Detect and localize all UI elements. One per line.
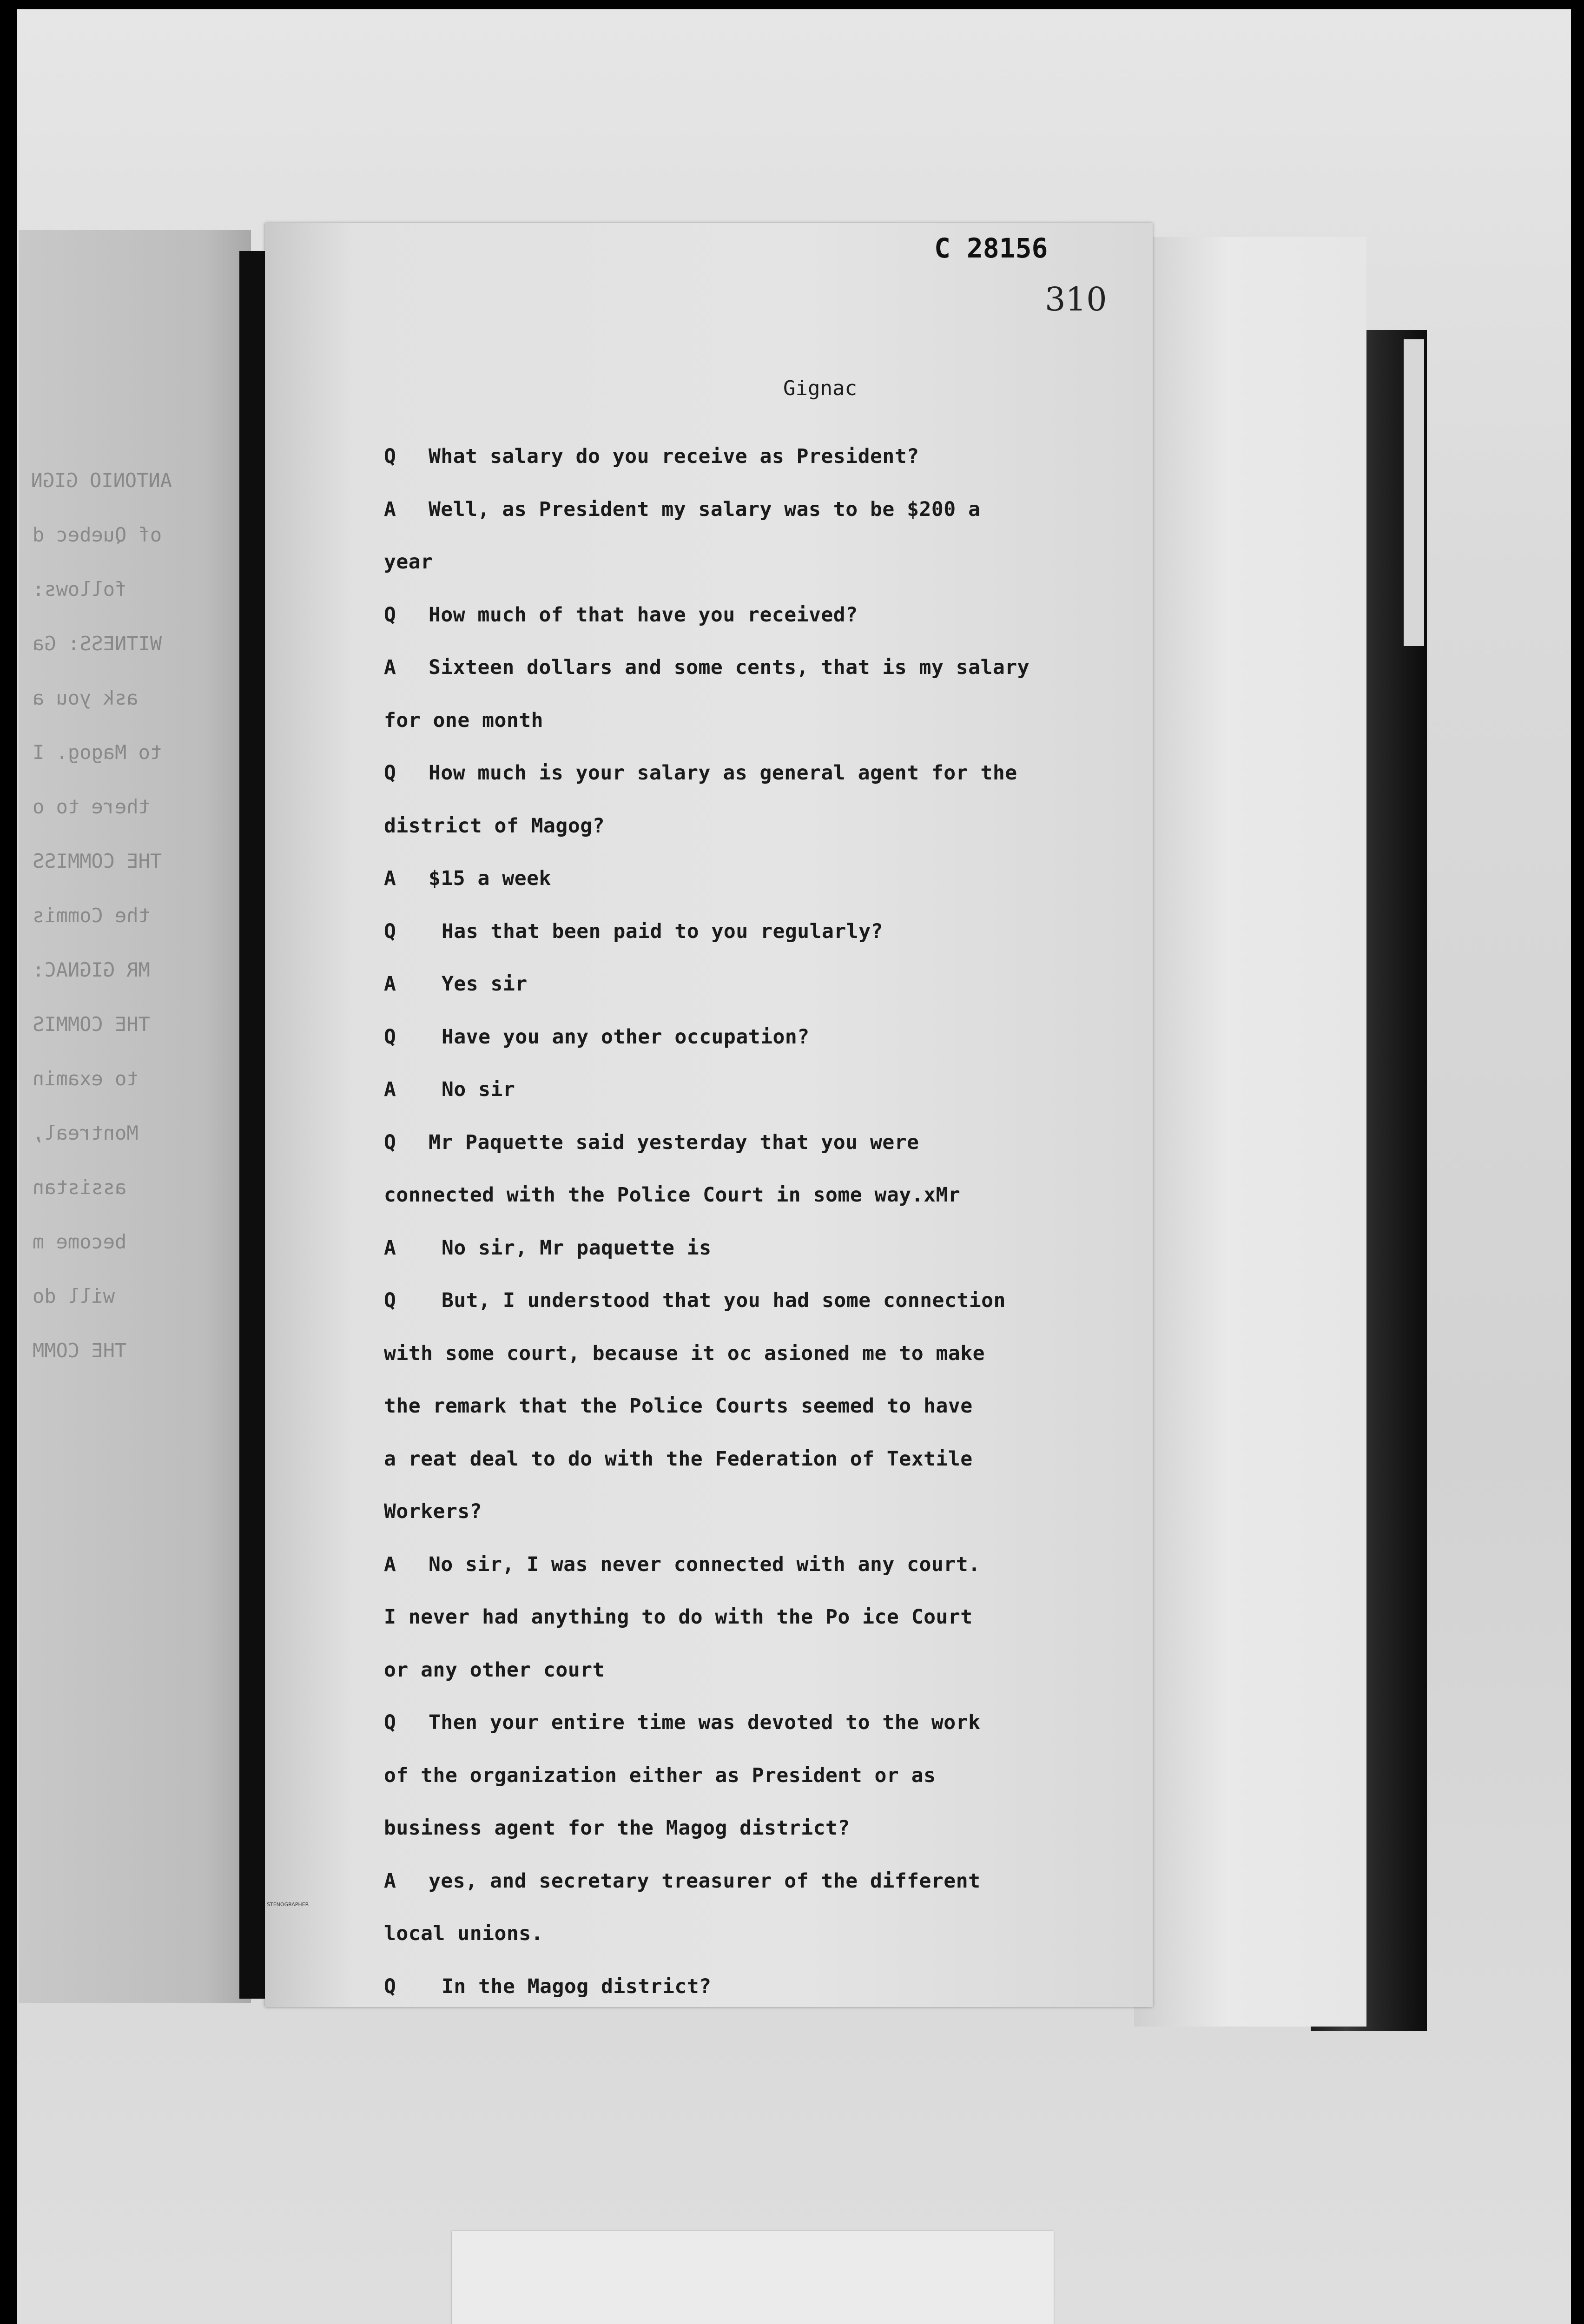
line-text: Well, as President my salary was to be $200 a: [429, 497, 981, 521]
reference-code: C 28156: [934, 232, 1048, 264]
stenographer-stamp: STENOGRAPHER: [267, 1901, 309, 1908]
line-text: Workers?: [384, 1500, 482, 1523]
transcript-line: [384, 1063, 1109, 1116]
line-text: or any other court: [384, 1658, 605, 1682]
transcript-line: [384, 1380, 1109, 1433]
transcript-line: [384, 1222, 1109, 1275]
film-border-left: [0, 0, 17, 2324]
line-text: the remark that the Police Courts seemed to have: [384, 1394, 973, 1418]
transcript-line: [384, 1327, 1109, 1380]
line-text: How much of that have you received?: [429, 603, 858, 627]
transcript-line: [384, 1644, 1109, 1697]
transcript-line: [384, 1697, 1109, 1750]
transcript-line: [384, 1274, 1109, 1327]
archive-label-card: [452, 2231, 1054, 2324]
speaker-marker: Q: [384, 1289, 396, 1312]
line-text: $15 a week: [429, 867, 551, 890]
facing-page-fragment: Montreal,: [33, 1122, 139, 1144]
transcript-line: [384, 1011, 1109, 1064]
transcript-line: [384, 483, 1109, 536]
line-text: No sir, Mr paquette is: [442, 1236, 712, 1260]
transcript-line: [384, 747, 1109, 800]
transcript-line: [384, 1486, 1109, 1538]
line-text: Mr Paquette said yesterday that you were: [429, 1130, 919, 1154]
line-text: Yes sir: [442, 972, 528, 996]
facing-page-fragment: to examin: [33, 1067, 139, 1090]
facing-page-fragment: of Quebec d: [33, 523, 162, 546]
transcript-line: [384, 641, 1109, 694]
speaker-marker: A: [384, 1236, 396, 1260]
book-edge-strip: [1404, 339, 1424, 646]
speaker-marker: Q: [384, 1711, 396, 1734]
speaker-marker: Q: [384, 1974, 396, 1998]
line-text: connected with the Police Court in some way.xMr: [384, 1183, 961, 1207]
line-text: for one month: [384, 708, 544, 732]
line-text: local unions.: [384, 1922, 544, 1945]
line-text: district of Magog?: [384, 814, 605, 838]
line-text: How much is your salary as general agent for the: [429, 761, 1017, 785]
line-text: No sir, I was never connected with any court.: [429, 1552, 981, 1576]
speaker-marker: A: [384, 867, 396, 890]
speaker-marker: A: [384, 497, 396, 521]
facing-page-fragment: THE COMMIS: [33, 1013, 150, 1036]
speaker-marker: A: [384, 656, 396, 679]
transcript-line: [384, 958, 1109, 1011]
speaker-marker: Q: [384, 603, 396, 627]
transcript-line: [384, 430, 1109, 483]
line-text: yes, and secretary treasurer of the different: [429, 1869, 981, 1893]
facing-page-fragment: assistan: [33, 1176, 127, 1199]
speaker-marker: A: [384, 1078, 396, 1101]
transcript-line: [384, 1802, 1109, 1855]
facing-page-fragment: THE COMMISS: [33, 850, 162, 872]
transcript-line: [384, 1961, 1109, 2014]
facing-page-fragment: there to o: [33, 795, 150, 818]
transcript-line: [384, 1855, 1109, 1908]
transcript-body: [384, 430, 1109, 2013]
underlying-sheet: [1134, 237, 1366, 2027]
transcript-line: [384, 1169, 1109, 1222]
transcript-line: [384, 1750, 1109, 1802]
transcript-line: [384, 800, 1109, 853]
facing-page-fragment: become m: [33, 1230, 127, 1253]
line-text: In the Magog district?: [442, 1974, 712, 1998]
facing-page: [19, 230, 251, 2003]
transcript-line: [384, 1591, 1109, 1644]
line-text: year: [384, 550, 433, 574]
page-heading: Gignac: [783, 376, 857, 400]
film-border-top: [0, 0, 1584, 9]
speaker-marker: A: [384, 1552, 396, 1576]
line-text: Have you any other occupation?: [442, 1025, 810, 1049]
facing-page-fragment: to Magog. I: [33, 741, 162, 764]
facing-page-fragment: WITNESS: Ga: [33, 632, 162, 655]
facing-page-fragment: ask you a: [33, 687, 139, 709]
speaker-marker: Q: [384, 1130, 396, 1154]
transcript-line: [384, 1538, 1109, 1591]
book-binding: [239, 251, 265, 1999]
facing-page-fragment: THE COMM: [33, 1339, 127, 1362]
speaker-marker: Q: [384, 1025, 396, 1049]
speaker-marker: Q: [384, 445, 396, 468]
facing-page-fragment: the Commis: [33, 904, 150, 927]
line-text: No sir: [442, 1078, 515, 1101]
line-text: I never had anything to do with the Po ice Court: [384, 1605, 973, 1629]
transcript-line: [384, 536, 1109, 589]
page-number: 310: [1045, 280, 1107, 318]
line-text: business agent for the Magog district?: [384, 1816, 850, 1840]
transcript-line: [384, 589, 1109, 642]
transcript-line: [384, 694, 1109, 747]
line-text: Has that been paid to you regularly?: [442, 919, 883, 943]
line-text: Then your entire time was devoted to the work: [429, 1711, 981, 1734]
transcript-line: [384, 1433, 1109, 1486]
speaker-marker: A: [384, 972, 396, 996]
line-text: Sixteen dollars and some cents, that is my salary: [429, 656, 1030, 679]
line-text: What salary do you receive as President?: [429, 445, 919, 468]
facing-page-fragment: ANTONIO GIGN: [31, 469, 172, 492]
facing-page-bleed-text: [33, 453, 172, 1378]
facing-page-fragment: follows:: [33, 578, 127, 601]
facing-page-fragment: MR GIGNAC:: [33, 958, 150, 981]
line-text: a reat deal to do with the Federation of Textile: [384, 1447, 973, 1471]
transcript-line: [384, 1116, 1109, 1169]
speaker-marker: Q: [384, 919, 396, 943]
facing-page-fragment: will do: [33, 1285, 115, 1307]
line-text: of the organization either as President or as: [384, 1763, 936, 1787]
line-text: But, I understood that you had some connection: [442, 1289, 1006, 1312]
transcript-line: [384, 905, 1109, 958]
line-text: with some court, because it oc asioned me to make: [384, 1341, 985, 1365]
speaker-marker: Q: [384, 761, 396, 785]
speaker-marker: A: [384, 1869, 396, 1893]
transcript-line: [384, 852, 1109, 905]
film-border-right: [1571, 0, 1584, 2324]
transcript-line: [384, 1908, 1109, 1961]
